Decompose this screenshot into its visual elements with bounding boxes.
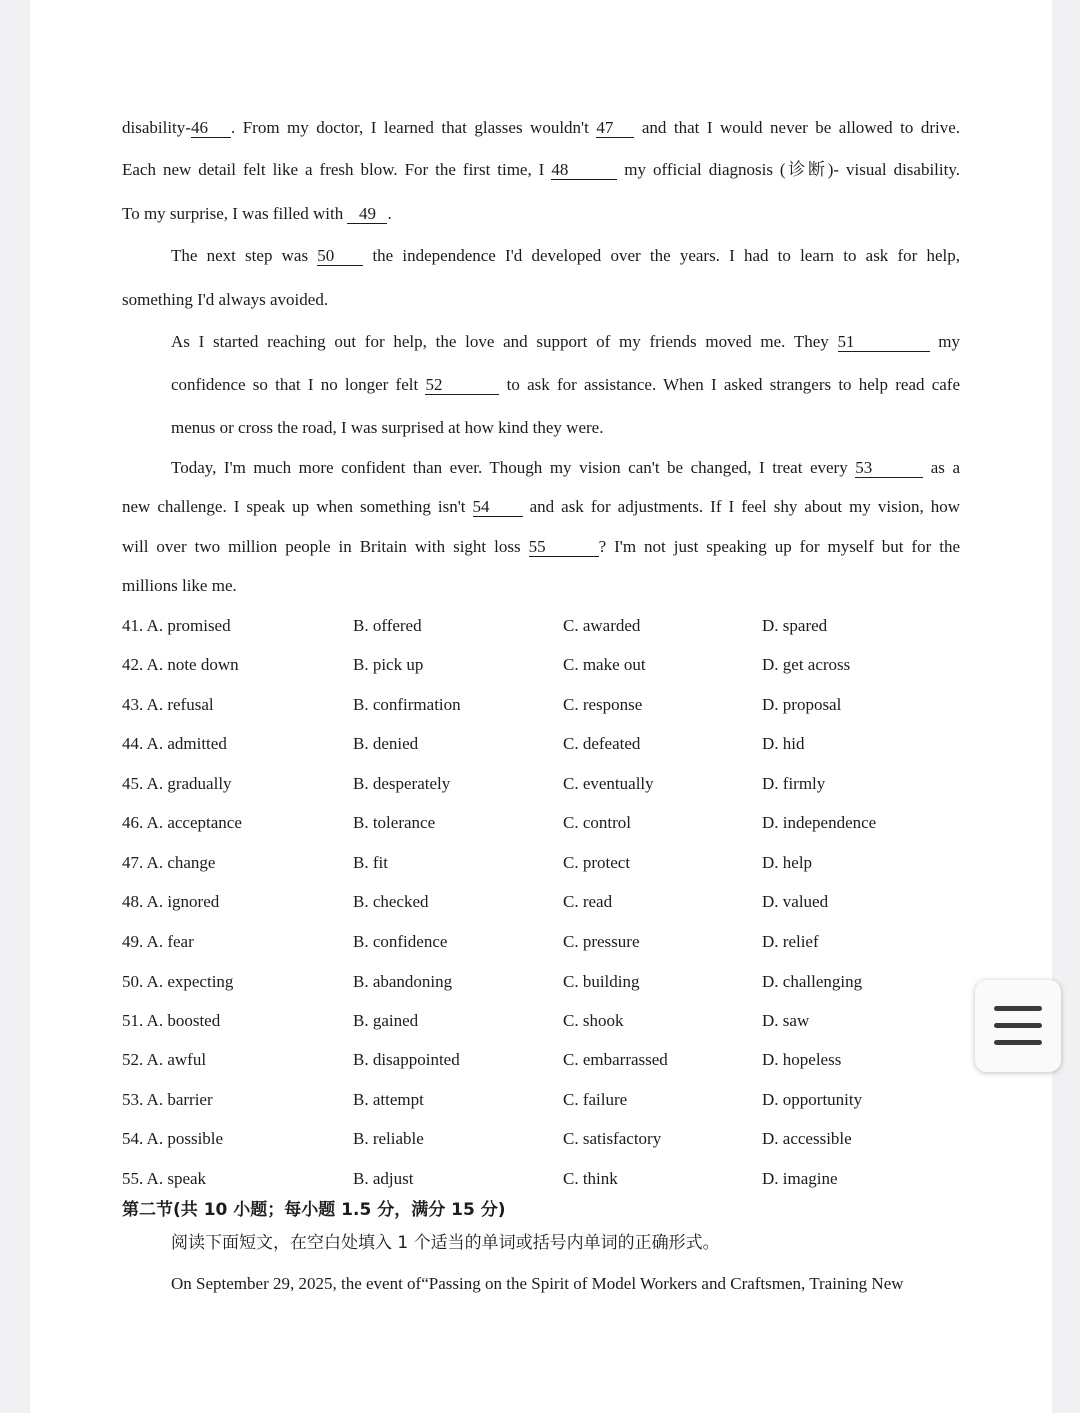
option-d: D. relief xyxy=(762,932,819,951)
option-d: D. get across xyxy=(762,655,851,674)
passage-text: . From my doctor, I learned that glasses wouldn't xyxy=(230,118,589,137)
passage-text: As I started reaching out for help, the love and support of my friends moved me. They xyxy=(171,332,829,351)
option-a: 49. A. fear xyxy=(122,932,194,951)
option-d: D. hid xyxy=(762,734,805,753)
passage-text: Each new detail felt like a fresh blow. For the first time, I xyxy=(122,160,545,179)
option-a: 54. A. possible xyxy=(122,1129,224,1148)
passage-text: ? I'm not just speaking up for myself but for the xyxy=(598,537,960,556)
passage-text: menus or cross the road, I was surprised at how kind they were. xyxy=(171,418,604,437)
option-b: B. desperately xyxy=(353,774,451,793)
passage-line xyxy=(171,330,960,354)
option-c: C. failure xyxy=(563,1090,628,1109)
blank-48: 48 xyxy=(551,161,617,180)
passage-line xyxy=(122,535,960,559)
option-a: 55. A. speak xyxy=(122,1169,207,1188)
option-c: C. think xyxy=(563,1169,618,1188)
blank-49: 49 xyxy=(347,205,387,224)
option-d: D. firmly xyxy=(762,774,826,793)
passage-text: something I'd always avoided. xyxy=(122,290,329,309)
option-d: D. challenging xyxy=(762,972,863,991)
passage-line xyxy=(122,158,960,182)
option-a: 50. A. expecting xyxy=(122,972,234,991)
option-d: D. independence xyxy=(762,813,877,832)
option-a: 44. A. admitted xyxy=(122,734,227,753)
option-b: B. gained xyxy=(353,1011,419,1030)
option-c: C. shook xyxy=(563,1011,624,1030)
option-b: B. adjust xyxy=(353,1169,414,1188)
option-c: C. control xyxy=(563,813,631,832)
option-c: C. building xyxy=(563,972,640,991)
option-d: D. imagine xyxy=(762,1169,838,1188)
option-c: C. response xyxy=(563,695,643,714)
option-a: 47. A. change xyxy=(122,853,216,872)
option-a: 42. A. note down xyxy=(122,655,239,674)
option-c: C. read xyxy=(563,892,613,911)
option-b: B. fit xyxy=(353,853,388,872)
blank-52: 52 xyxy=(425,376,499,395)
section-title-text: 第二节(共 10 小题；每小题 1.5 分，满分 15 分) xyxy=(122,1200,506,1220)
passage-text: On September 29, 2025, the event of“Passing on the Spirit of Model Workers and Craftsmen, Training New xyxy=(171,1274,904,1293)
option-a: 48. A. ignored xyxy=(122,892,220,911)
passage-text: millions like me. xyxy=(122,576,237,595)
option-d: D. help xyxy=(762,853,813,872)
blank-47: 47 xyxy=(596,119,634,138)
blank-51: 51 xyxy=(838,333,930,352)
passage-line xyxy=(171,373,960,397)
option-c: C. defeated xyxy=(563,734,641,753)
passage-text: and ask for adjustments. If I feel shy about my vision, how xyxy=(529,497,960,516)
menu-button[interactable] xyxy=(975,980,1061,1072)
option-c: C. protect xyxy=(563,853,631,872)
option-b: B. disappointed xyxy=(353,1050,460,1069)
blank-55: 55 xyxy=(529,538,599,557)
document-page xyxy=(30,0,1052,1413)
passage-line xyxy=(171,456,960,480)
option-b: B. attempt xyxy=(353,1090,424,1109)
passage-text: To my surprise, I was filled with xyxy=(122,204,344,223)
passage-line xyxy=(122,495,960,519)
option-a: 43. A. refusal xyxy=(122,695,214,714)
option-a: 45. A. gradually xyxy=(122,774,232,793)
passage-line xyxy=(122,202,960,226)
option-b: B. offered xyxy=(353,616,422,635)
blank-53: 53 xyxy=(855,459,923,478)
passage-text: Today, I'm much more confident than ever. Though my vision can't be changed, I treat every xyxy=(171,458,848,477)
option-c: C. pressure xyxy=(563,932,640,951)
option-b: B. checked xyxy=(353,892,429,911)
option-c: C. satisfactory xyxy=(563,1129,662,1148)
option-c: C. awarded xyxy=(563,616,641,635)
passage-text: confidence so that I no longer felt xyxy=(171,375,419,394)
option-d: D. proposal xyxy=(762,695,842,714)
passage-text: The next step was xyxy=(171,246,309,265)
section-instruction xyxy=(171,1231,960,1255)
option-a: 51. A. boosted xyxy=(122,1011,221,1030)
passage-line xyxy=(171,1272,960,1296)
blank-50: 50 xyxy=(317,247,363,266)
option-a: 41. A. promised xyxy=(122,616,231,635)
passage-text: the independence I'd developed over the years. I had to learn to ask for help, xyxy=(372,246,961,265)
passage-text: new challenge. I speak up when something isn't xyxy=(122,497,466,516)
option-b: B. tolerance xyxy=(353,813,436,832)
option-c: C. make out xyxy=(563,655,646,674)
option-c: C. eventually xyxy=(563,774,654,793)
passage-text: will over two million people in Britain with sight loss xyxy=(122,537,521,556)
option-b: B. abandoning xyxy=(353,972,453,991)
passage-line xyxy=(122,116,960,140)
blank-54: 54 xyxy=(473,498,523,517)
option-b: B. confidence xyxy=(353,932,448,951)
passage-line xyxy=(171,416,960,440)
option-a: 53. A. barrier xyxy=(122,1090,213,1109)
passage-text: my xyxy=(938,332,960,351)
option-d: D. valued xyxy=(762,892,829,911)
option-d: D. spared xyxy=(762,616,828,635)
passage-text: disability- xyxy=(122,118,191,137)
passage-line xyxy=(122,574,960,598)
passage-text: as a xyxy=(930,458,960,477)
passage-text: . xyxy=(387,204,392,223)
option-d: D. saw xyxy=(762,1011,810,1030)
option-b: B. denied xyxy=(353,734,419,753)
option-b: B. reliable xyxy=(353,1129,424,1148)
option-b: B. confirmation xyxy=(353,695,461,714)
option-a: 52. A. awful xyxy=(122,1050,207,1069)
option-d: D. opportunity xyxy=(762,1090,863,1109)
blank-46: 46 xyxy=(191,119,231,138)
option-d: D. hopeless xyxy=(762,1050,842,1069)
section-title xyxy=(122,1198,960,1222)
passage-line xyxy=(122,288,960,312)
option-c: C. embarrassed xyxy=(563,1050,668,1069)
option-d: D. accessible xyxy=(762,1129,852,1148)
passage-line xyxy=(171,244,960,268)
option-b: B. pick up xyxy=(353,655,424,674)
option-a: 46. A. acceptance xyxy=(122,813,242,832)
passage-text: my official diagnosis (诊断)- visual disability. xyxy=(624,160,960,179)
passage-text: to ask for assistance. When I asked strangers to help read cafe xyxy=(506,375,961,394)
passage-text: and that I would never be allowed to drive. xyxy=(641,118,961,137)
instruction-text: 阅读下面短文，在空白处填入 1 个适当的单词或括号内单词的正确形式。 xyxy=(171,1233,720,1253)
